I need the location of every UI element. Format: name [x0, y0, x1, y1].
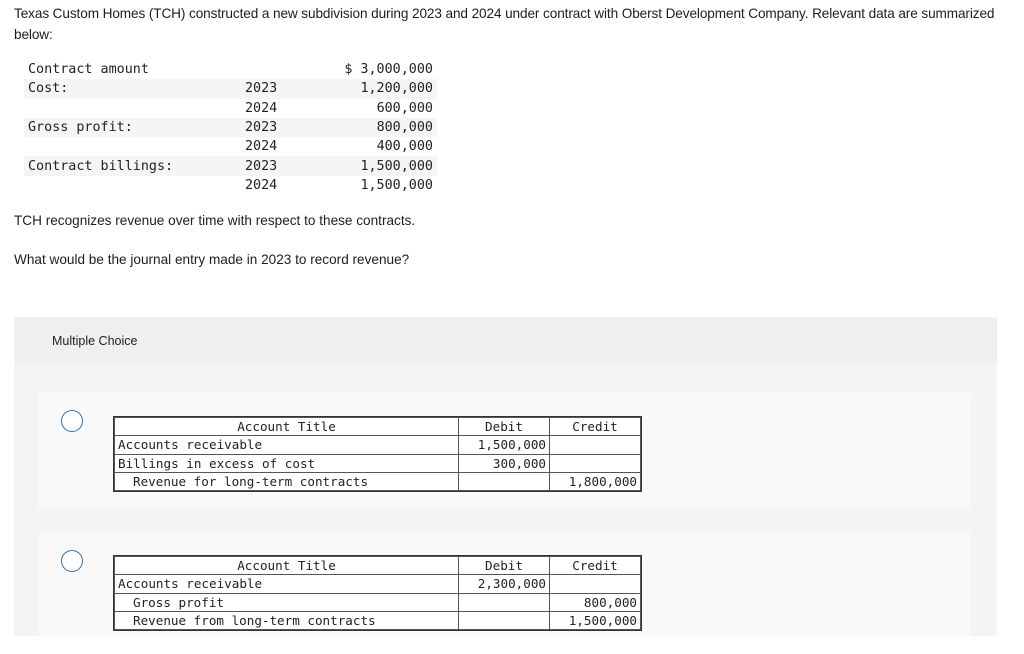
- row-label: [24, 176, 227, 195]
- journal-entry-table: [114, 556, 641, 630]
- row-amount: 600,000: [376, 100, 433, 116]
- multiple-choice-panel: [14, 317, 997, 636]
- row-amount: 1,500,000: [319, 156, 437, 175]
- multiple-choice-label: Multiple Choice: [52, 334, 138, 348]
- journal-row: [115, 575, 641, 593]
- row-year: 2024: [245, 139, 278, 155]
- choice-option-1[interactable]: [38, 393, 971, 509]
- debit-header: Debit: [459, 418, 550, 436]
- row-amount: $ 3,000,000: [344, 62, 433, 78]
- account-title: Accounts receivable: [115, 436, 459, 454]
- data-row: [24, 60, 437, 79]
- debit-amount: [459, 593, 550, 611]
- row-year: [227, 60, 319, 79]
- data-row: [24, 137, 437, 156]
- debit-amount: 300,000: [459, 454, 550, 472]
- row-label: Cost:: [24, 79, 227, 98]
- data-row: [24, 176, 437, 195]
- journal-row: [115, 454, 641, 472]
- journal-header-row: [115, 418, 641, 436]
- recognition-note: TCH recognizes revenue over time with respect to these contracts.: [14, 213, 416, 228]
- credit-amount: 1,500,000: [550, 611, 641, 629]
- row-amount: 400,000: [376, 139, 433, 155]
- journal-row: [115, 593, 641, 611]
- row-label: Contract amount: [28, 62, 149, 78]
- row-year: 2023: [227, 156, 319, 175]
- debit-amount: 1,500,000: [459, 436, 550, 454]
- data-row: [24, 99, 437, 118]
- radio-button-option-2[interactable]: [61, 550, 83, 572]
- journal-row: [115, 611, 641, 629]
- data-row: [24, 79, 437, 98]
- credit-amount: 800,000: [550, 593, 641, 611]
- row-label: Gross profit:: [24, 118, 227, 137]
- journal-header-row: [115, 557, 641, 575]
- data-row: [24, 118, 437, 137]
- account-title-header: Account Title: [115, 418, 459, 436]
- account-title: Revenue for long-term contracts: [115, 472, 459, 490]
- row-label: [24, 99, 227, 118]
- journal-row: [115, 436, 641, 454]
- debit-amount: [459, 472, 550, 490]
- debit-header: Debit: [459, 557, 550, 575]
- credit-header: Credit: [550, 557, 641, 575]
- row-amount: 1,200,000: [319, 79, 437, 98]
- credit-amount: [550, 454, 641, 472]
- row-year: 2024: [245, 100, 278, 116]
- multiple-choice-header: [14, 317, 997, 363]
- credit-amount: [550, 575, 641, 593]
- data-row: [24, 156, 437, 175]
- row-label: [24, 137, 227, 156]
- problem-intro: Texas Custom Homes (TCH) constructed a new subdivision during 2023 and 2024 under contract with Oberst Development Company. Relevant data are summarized below:: [14, 6, 995, 42]
- account-title: Billings in excess of cost: [115, 454, 459, 472]
- debit-amount: [459, 611, 550, 629]
- journal-entry-table: [114, 417, 641, 491]
- row-year: 2023: [227, 79, 319, 98]
- row-year: 2024: [245, 177, 278, 193]
- radio-button-option-1[interactable]: [61, 410, 83, 432]
- choice-option-2[interactable]: [38, 532, 971, 636]
- account-title: Accounts receivable: [115, 575, 459, 593]
- account-title-header: Account Title: [115, 557, 459, 575]
- question-text: What would be the journal entry made in 2023 to record revenue?: [14, 252, 410, 267]
- row-year: 2023: [227, 118, 319, 137]
- journal-row: [115, 472, 641, 490]
- contract-data-table: [24, 60, 437, 195]
- credit-amount: [550, 436, 641, 454]
- debit-amount: 2,300,000: [459, 575, 550, 593]
- account-title: Gross profit: [115, 593, 459, 611]
- credit-amount: 1,800,000: [550, 472, 641, 490]
- row-amount: 1,500,000: [360, 177, 433, 193]
- row-label: Contract billings:: [24, 156, 227, 175]
- row-amount: 800,000: [319, 118, 437, 137]
- account-title: Revenue from long-term contracts: [115, 611, 459, 629]
- credit-header: Credit: [550, 418, 641, 436]
